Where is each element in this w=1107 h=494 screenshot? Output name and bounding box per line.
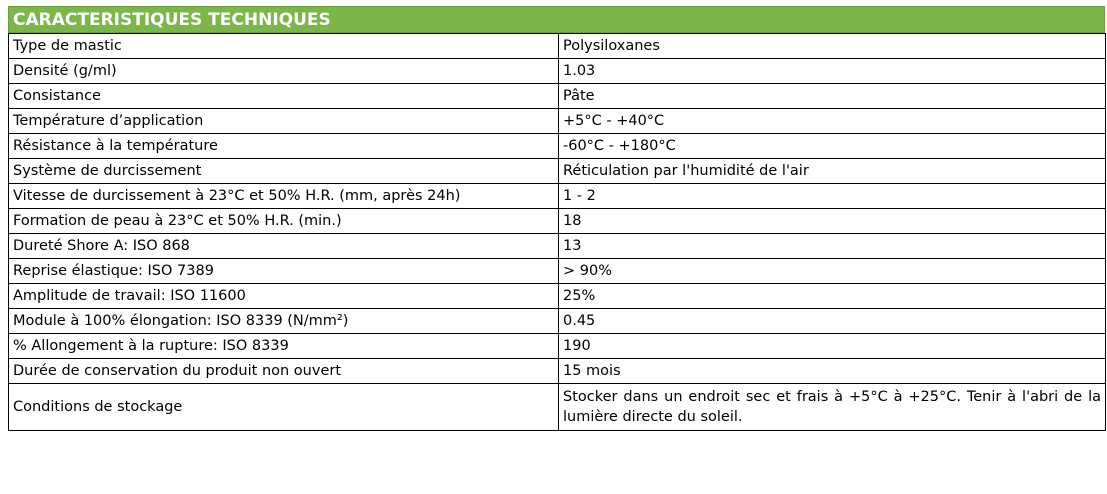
table-row bbox=[9, 159, 1106, 184]
spec-value: Polysiloxanes bbox=[559, 34, 1106, 59]
spec-value: Réticulation par l'humidité de l'air bbox=[559, 159, 1106, 184]
spec-label: Température d’application bbox=[9, 109, 559, 134]
spec-value: +5°C - +40°C bbox=[559, 109, 1106, 134]
spec-value: 1 - 2 bbox=[559, 184, 1106, 209]
spec-label: Vitesse de durcissement à 23°C et 50% H.R. (mm, après 24h) bbox=[9, 184, 559, 209]
spec-value: 190 bbox=[559, 334, 1106, 359]
spec-value: > 90% bbox=[559, 259, 1106, 284]
table-row bbox=[9, 334, 1106, 359]
table-row bbox=[9, 209, 1106, 234]
spec-label: Durée de conservation du produit non ouvert bbox=[9, 359, 559, 384]
spec-value: -60°C - +180°C bbox=[559, 134, 1106, 159]
spec-label: Type de mastic bbox=[9, 34, 559, 59]
spec-label: Amplitude de travail: ISO 11600 bbox=[9, 284, 559, 309]
spec-value: Stocker dans un endroit sec et frais à +5°C à +25°C. Tenir à l'abri de la lumière directe du soleil. bbox=[559, 384, 1106, 431]
spec-label: Module à 100% élongation: ISO 8339 (N/mm²) bbox=[9, 309, 559, 334]
spec-label: Dureté Shore A: ISO 868 bbox=[9, 234, 559, 259]
spec-value: 1.03 bbox=[559, 59, 1106, 84]
table-row bbox=[9, 384, 1106, 431]
table-row bbox=[9, 309, 1106, 334]
table-row bbox=[9, 34, 1106, 59]
spec-value: 18 bbox=[559, 209, 1106, 234]
table-row bbox=[9, 184, 1106, 209]
spec-value: 15 mois bbox=[559, 359, 1106, 384]
spec-label: % Allongement à la rupture: ISO 8339 bbox=[9, 334, 559, 359]
table-row bbox=[9, 59, 1106, 84]
spec-label: Consistance bbox=[9, 84, 559, 109]
spec-value: 0.45 bbox=[559, 309, 1106, 334]
spec-label: Densité (g/ml) bbox=[9, 59, 559, 84]
spec-label: Formation de peau à 23°C et 50% H.R. (min.) bbox=[9, 209, 559, 234]
spec-label: Système de durcissement bbox=[9, 159, 559, 184]
spec-value: Pâte bbox=[559, 84, 1106, 109]
spec-label: Reprise élastique: ISO 7389 bbox=[9, 259, 559, 284]
technical-specs-sheet bbox=[8, 6, 1105, 431]
table-row bbox=[9, 84, 1106, 109]
spec-label: Conditions de stockage bbox=[9, 384, 559, 431]
table-row bbox=[9, 134, 1106, 159]
table-row bbox=[9, 284, 1106, 309]
table-row bbox=[9, 234, 1106, 259]
table-row bbox=[9, 359, 1106, 384]
section-title: CARACTERISTIQUES TECHNIQUES bbox=[8, 6, 1105, 33]
spec-value: 13 bbox=[559, 234, 1106, 259]
specs-table bbox=[8, 33, 1106, 431]
table-row bbox=[9, 109, 1106, 134]
spec-value: 25% bbox=[559, 284, 1106, 309]
spec-label: Résistance à la température bbox=[9, 134, 559, 159]
table-row bbox=[9, 259, 1106, 284]
